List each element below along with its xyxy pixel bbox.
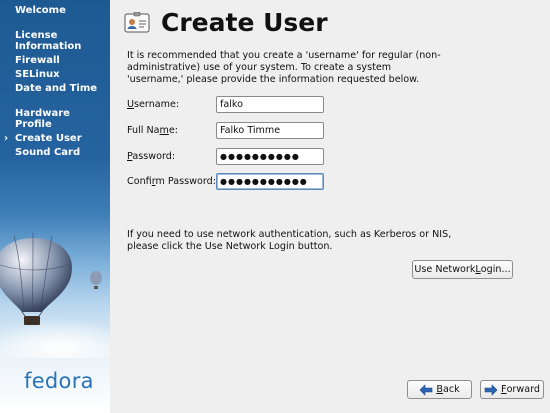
step-welcome	[0, 4, 110, 18]
current-step-marker: ›	[4, 133, 9, 144]
use-network-login-button[interactable]: Use Network L ogin...	[412, 260, 513, 279]
step-label: Firewall	[15, 55, 60, 66]
password-field[interactable]: ●●●●●●●●●●	[216, 148, 324, 165]
step-label: License Information	[15, 30, 82, 52]
confirm-password-field[interactable]: ●●●●●●●●●●●	[216, 173, 324, 190]
step-label: Create User	[15, 133, 82, 144]
network-auth-text: If you need to use network authentication, such as Kerberos or NIS, please click the Use Network Login button.	[127, 229, 452, 252]
step-label: Welcome	[15, 5, 66, 16]
fullname-field[interactable]: Falko Timme	[216, 122, 324, 139]
back-button[interactable]: B ack	[407, 380, 472, 399]
page-title: Create User	[161, 8, 328, 37]
step-label: Date and Time	[15, 83, 98, 94]
step-date-and-time	[0, 82, 110, 96]
step-license-information	[0, 18, 110, 54]
username-label: Username:	[127, 99, 180, 110]
balloon-illustration	[0, 228, 110, 358]
intro-text: It is recommended that you create a 'username' for regular (non-administrative) use of your system. To create a system 'username,' please provide the information requested below.	[127, 50, 441, 85]
sidebar	[0, 0, 110, 413]
main-panel	[110, 0, 550, 413]
password-label: Password:	[127, 151, 176, 162]
step-sound-card	[0, 146, 110, 160]
step-label: Sound Card	[15, 147, 81, 158]
arrow-right-icon	[484, 384, 498, 396]
confirm-password-label: Confirm Password:	[127, 176, 216, 187]
forward-button[interactable]: F orward	[480, 380, 544, 399]
step-label: Hardware Profile	[15, 108, 70, 130]
arrow-left-icon	[419, 384, 433, 396]
username-field[interactable]: falko	[216, 96, 324, 113]
step-firewall	[0, 54, 110, 68]
step-create-user	[0, 132, 110, 146]
step-selinux	[0, 68, 110, 82]
fedora-logo: fedora	[24, 369, 94, 393]
user-badge-icon	[124, 12, 150, 34]
step-hardware-profile	[0, 96, 110, 132]
step-list	[0, 4, 110, 160]
step-label: SELinux	[15, 69, 60, 80]
fullname-label: Full Name:	[127, 125, 179, 136]
